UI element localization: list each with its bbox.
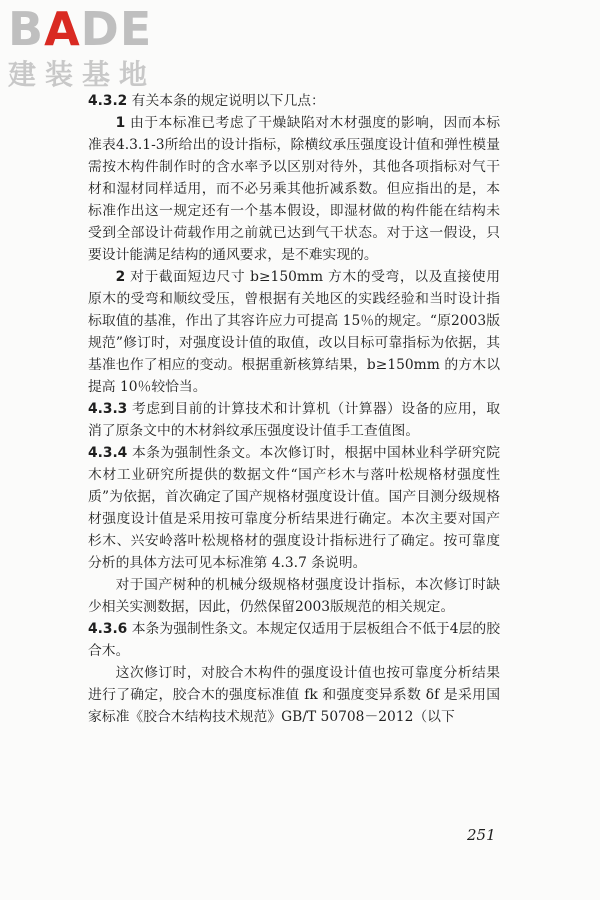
clause-number: 1	[115, 115, 126, 131]
clause-number: 4.3.3	[88, 401, 128, 417]
logo-brand: BADE	[8, 2, 153, 56]
paragraph-text: 对于截面短边尺寸 b≥150mm 方木的受弯，以及直接使用原木的受弯和顺纹受压，曾根据有关地区的实践经验和当时设计指标取值的基准，作出了其容许应力可提高 15％的规定。“原2003版规范”修订时，对强度设计值的取值，改以目标可靠指标为依据，其基准也作了相应的变动。根据重新核算结果，b≥150mm 的方木以提高 10％较恰当。	[88, 269, 500, 395]
paragraph-text: 由于本标准已考虑了干燥缺陷对木材强度的影响，因而本标准表4.3.1-3所给出的设计指标，除横纹承压强度设计值和弹性模量需按木构件制作时的含水率予以区别对待外，其他各项指标对气干材和湿材同样适用，而不必另乘其他折减系数。但应指出的是，本标准作出这一规定还有一个基本假设，即湿材做的构件能在结构未受到全部设计荷载作用之前就已达到气干状态。对于这一假设，只要设计能满足结构的通风要求，是不难实现的。	[88, 115, 500, 263]
paragraph	[88, 662, 500, 728]
paragraph	[88, 112, 500, 266]
clause-number: 2	[115, 269, 126, 285]
clause-number: 4.3.4	[88, 445, 128, 461]
paragraph	[88, 442, 500, 574]
paragraph-text: 对于国产树种的机械分级规格材强度设计指标，本次修订时缺少相关实测数据，因此，仍然保留2003版规范的相关规定。	[88, 577, 500, 615]
paragraph-text: 有关本条的规定说明以下几点：	[127, 93, 325, 109]
logo	[8, 2, 208, 96]
logo-subtitle: 建装基地	[8, 58, 157, 91]
paragraph-text: 本条为强制性条文。本次修订时，根据中国林业科学研究院木材工业研究所提供的数据文件“国产杉木与落叶松规格材强度性质”为依据，首次确定了国产规格材强度设计值。国产目测分级规格材强度设计值是采用按可靠度分析结果进行确定。本次主要对国产杉木、兴安岭落叶松规格材的强度设计指标进行了确定。按可靠度分析的具体方法可见本标准第 4.3.7 条说明。	[88, 445, 500, 571]
page-number: 251	[467, 826, 496, 844]
clause-number: 4.3.6	[88, 621, 128, 637]
paragraph-text: 考虑到目前的计算技术和计算机（计算器）设备的应用，取消了原条文中的木材斜纹承压强度设计值手工查值图。	[88, 401, 500, 439]
paragraph-text: 这次修订时，对胶合木构件的强度设计值也按可靠度分析结果进行了确定，胶合木的强度标准值 fk 和强度变异系数 δf 是采用国家标准《胶合木结构技术规范》GB/T 50708－2012（以下	[88, 665, 500, 725]
paragraph	[88, 574, 500, 618]
clause-number: 4.3.2	[88, 93, 128, 109]
paragraph	[88, 398, 500, 442]
paragraph	[88, 266, 500, 398]
paragraph	[88, 618, 500, 662]
document-body	[88, 90, 500, 728]
paragraph-text: 本条为强制性条文。本规定仅适用于层板组合不低于4层的胶合木。	[88, 621, 500, 659]
paragraph	[88, 90, 500, 112]
